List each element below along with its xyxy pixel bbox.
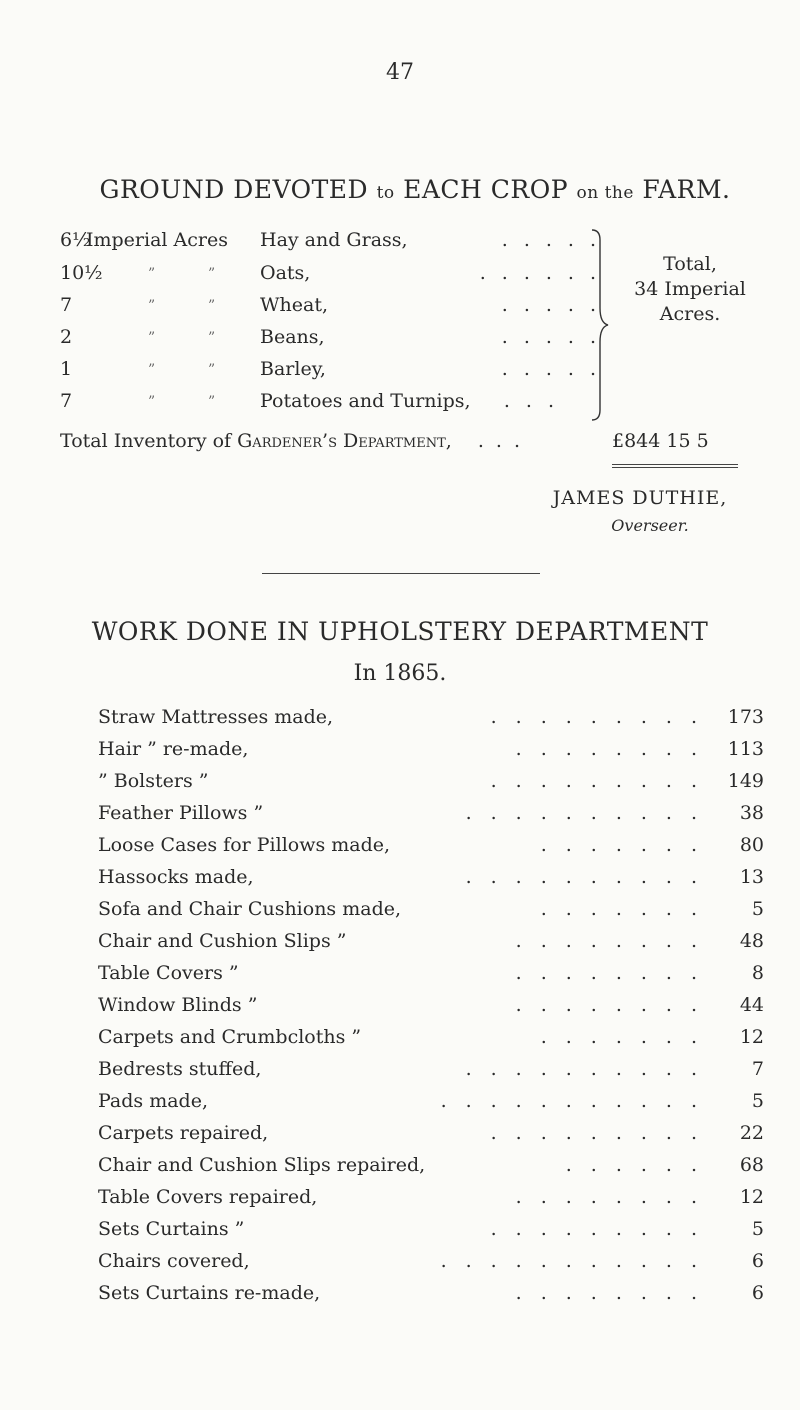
leader-dots: ......... xyxy=(490,770,716,792)
work-value: 22 xyxy=(739,1122,764,1144)
title-on-the: on the xyxy=(576,183,634,203)
work-value: 149 xyxy=(727,770,764,792)
work-label: Sofa and Chair Cushions made, xyxy=(98,898,402,920)
work-value: 5 xyxy=(751,898,764,920)
crop-name: Barley, xyxy=(260,358,326,380)
work-value: 12 xyxy=(739,1026,764,1048)
leader-dots: ..... xyxy=(501,229,612,251)
work-row xyxy=(98,898,764,926)
ditto-mark: ” xyxy=(208,394,216,410)
leader-dots: ........... xyxy=(440,1250,716,1272)
work-row xyxy=(98,738,764,766)
work-label: Carpets repaired, xyxy=(98,1122,269,1144)
work-label: Hair ” re-made, xyxy=(98,738,249,760)
crop-row xyxy=(60,294,620,324)
work-label: Bedrests stuffed, xyxy=(98,1058,262,1080)
work-value: 6 xyxy=(751,1282,764,1304)
work-row xyxy=(98,994,764,1022)
crop-qty: 10½ xyxy=(60,262,103,284)
crop-name: Oats, xyxy=(260,262,311,284)
work-row xyxy=(98,962,764,990)
work-value: 12 xyxy=(739,1186,764,1208)
work-row xyxy=(98,1282,764,1310)
work-value: 6 xyxy=(751,1250,764,1272)
ditto-mark: ” xyxy=(148,266,156,282)
work-row xyxy=(98,1058,764,1086)
leader-dots: ... xyxy=(503,390,570,412)
work-row xyxy=(98,866,764,894)
work-value: 5 xyxy=(751,1218,764,1240)
crop-name: Beans, xyxy=(260,326,325,348)
ditto-mark: ” xyxy=(148,394,156,410)
title-to: to xyxy=(376,183,395,203)
work-row xyxy=(98,1090,764,1118)
leader-dots: ........... xyxy=(440,1090,716,1112)
work-row xyxy=(98,706,764,734)
brace-icon xyxy=(588,228,612,422)
inventory-department: Gardener’s Department, xyxy=(237,430,452,452)
inventory-label-prefix: Total Inventory of xyxy=(60,430,232,452)
double-rule-top xyxy=(612,464,738,465)
work-value: 44 xyxy=(739,994,764,1016)
leader-dots: .......... xyxy=(465,802,716,824)
work-label: Table Covers ” xyxy=(98,962,239,984)
ditto-mark: ” xyxy=(148,362,156,378)
leader-dots: ....... xyxy=(540,1026,716,1048)
work-value: 5 xyxy=(751,1090,764,1112)
leader-dots: ..... xyxy=(501,294,612,316)
leader-dots: .......... xyxy=(465,866,716,888)
work-row xyxy=(98,1186,764,1214)
work-label: Straw Mattresses made, xyxy=(98,706,334,728)
work-row xyxy=(98,770,764,798)
work-label: Sets Curtains re-made, xyxy=(98,1282,321,1304)
leader-dots: ...... xyxy=(479,262,612,284)
work-label: Pads made, xyxy=(98,1090,209,1112)
ditto-mark: ” xyxy=(208,362,216,378)
leader-dots: ........ xyxy=(515,1186,716,1208)
work-label: Carpets and Crumbcloths ” xyxy=(98,1026,362,1048)
work-label: Chair and Cushion Slips ” xyxy=(98,930,347,952)
crop-qty: 1 xyxy=(60,358,73,380)
title-main: GROUND DEVOTED xyxy=(99,175,369,204)
work-value: 113 xyxy=(727,738,764,760)
leader-dots: ..... xyxy=(501,358,612,380)
ditto-mark: ” xyxy=(208,298,216,314)
work-value: 173 xyxy=(727,706,764,728)
leader-dots: ........ xyxy=(515,1282,716,1304)
work-section-subtitle: In 1865. xyxy=(353,661,447,686)
total-line-2: 34 Imperial xyxy=(634,278,746,300)
crop-qty: 7 xyxy=(60,390,73,412)
crop-name: Potatoes and Turnips, xyxy=(260,390,471,412)
total-line-3: Acres. xyxy=(659,303,721,325)
work-value: 80 xyxy=(739,834,764,856)
leader-dots: ........ xyxy=(515,962,716,984)
crop-row xyxy=(60,358,620,388)
crop-name: Hay and Grass, xyxy=(260,229,408,251)
work-value: 7 xyxy=(751,1058,764,1080)
work-row xyxy=(98,930,764,958)
section-separator xyxy=(262,573,540,574)
leader-dots: ..... xyxy=(501,326,612,348)
double-rule-bottom xyxy=(612,467,738,468)
work-label: Window Blinds ” xyxy=(98,994,258,1016)
leader-dots: ......... xyxy=(490,706,716,728)
title-mid: EACH CROP xyxy=(403,175,569,204)
work-row xyxy=(98,1154,764,1182)
work-row xyxy=(98,802,764,830)
ditto-mark: ” xyxy=(148,298,156,314)
crop-qty: 6½ xyxy=(60,229,91,251)
leader-dots: ... xyxy=(477,430,532,452)
title-end: FARM. xyxy=(642,175,731,204)
ditto-mark: ” xyxy=(208,330,216,346)
signer-role: Overseer. xyxy=(611,516,689,535)
work-label: Loose Cases for Pillows made, xyxy=(98,834,391,856)
total-acres xyxy=(620,252,760,327)
work-label: Sets Curtains ” xyxy=(98,1218,245,1240)
work-label: ” Bolsters ” xyxy=(98,770,209,792)
crop-row xyxy=(60,262,620,292)
page-number: 47 xyxy=(386,60,414,85)
leader-dots: .......... xyxy=(465,1058,716,1080)
work-value: 48 xyxy=(739,930,764,952)
work-row xyxy=(98,1218,764,1246)
leader-dots: ........ xyxy=(515,994,716,1016)
crop-qty: 2 xyxy=(60,326,73,348)
work-value: 8 xyxy=(751,962,764,984)
work-value: 38 xyxy=(739,802,764,824)
leader-dots: ........ xyxy=(515,738,716,760)
leader-dots: ....... xyxy=(540,834,716,856)
work-label: Chair and Cushion Slips repaired, xyxy=(98,1154,426,1176)
inventory-amount: £844 15 5 xyxy=(612,430,709,452)
work-label: Chairs covered, xyxy=(98,1250,250,1272)
work-label: Table Covers repaired, xyxy=(98,1186,318,1208)
work-row xyxy=(98,1122,764,1150)
work-row xyxy=(98,1026,764,1054)
work-section-title: WORK DONE IN UPHOLSTERY DEPARTMENT xyxy=(91,617,709,646)
leader-dots: ......... xyxy=(490,1122,716,1144)
crop-name: Wheat, xyxy=(260,294,329,316)
work-value: 13 xyxy=(739,866,764,888)
ditto-mark: ” xyxy=(208,266,216,282)
signer-name: JAMES DUTHIE, xyxy=(552,487,728,509)
work-label: Feather Pillows ” xyxy=(98,802,264,824)
work-row xyxy=(98,1250,764,1278)
ditto-mark: ” xyxy=(148,330,156,346)
crop-row xyxy=(60,390,620,420)
work-value: 68 xyxy=(739,1154,764,1176)
work-label: Hassocks made, xyxy=(98,866,254,888)
crop-section-title xyxy=(60,175,770,204)
leader-dots: ......... xyxy=(490,1218,716,1240)
leader-dots: ....... xyxy=(540,898,716,920)
crop-unit: Imperial Acres xyxy=(86,229,228,251)
crop-qty: 7 xyxy=(60,294,73,316)
crop-row xyxy=(60,326,620,356)
leader-dots: ........ xyxy=(515,930,716,952)
leader-dots: ...... xyxy=(565,1154,716,1176)
crop-row xyxy=(60,229,620,259)
work-row xyxy=(98,834,764,862)
total-line-1: Total, xyxy=(663,253,717,275)
